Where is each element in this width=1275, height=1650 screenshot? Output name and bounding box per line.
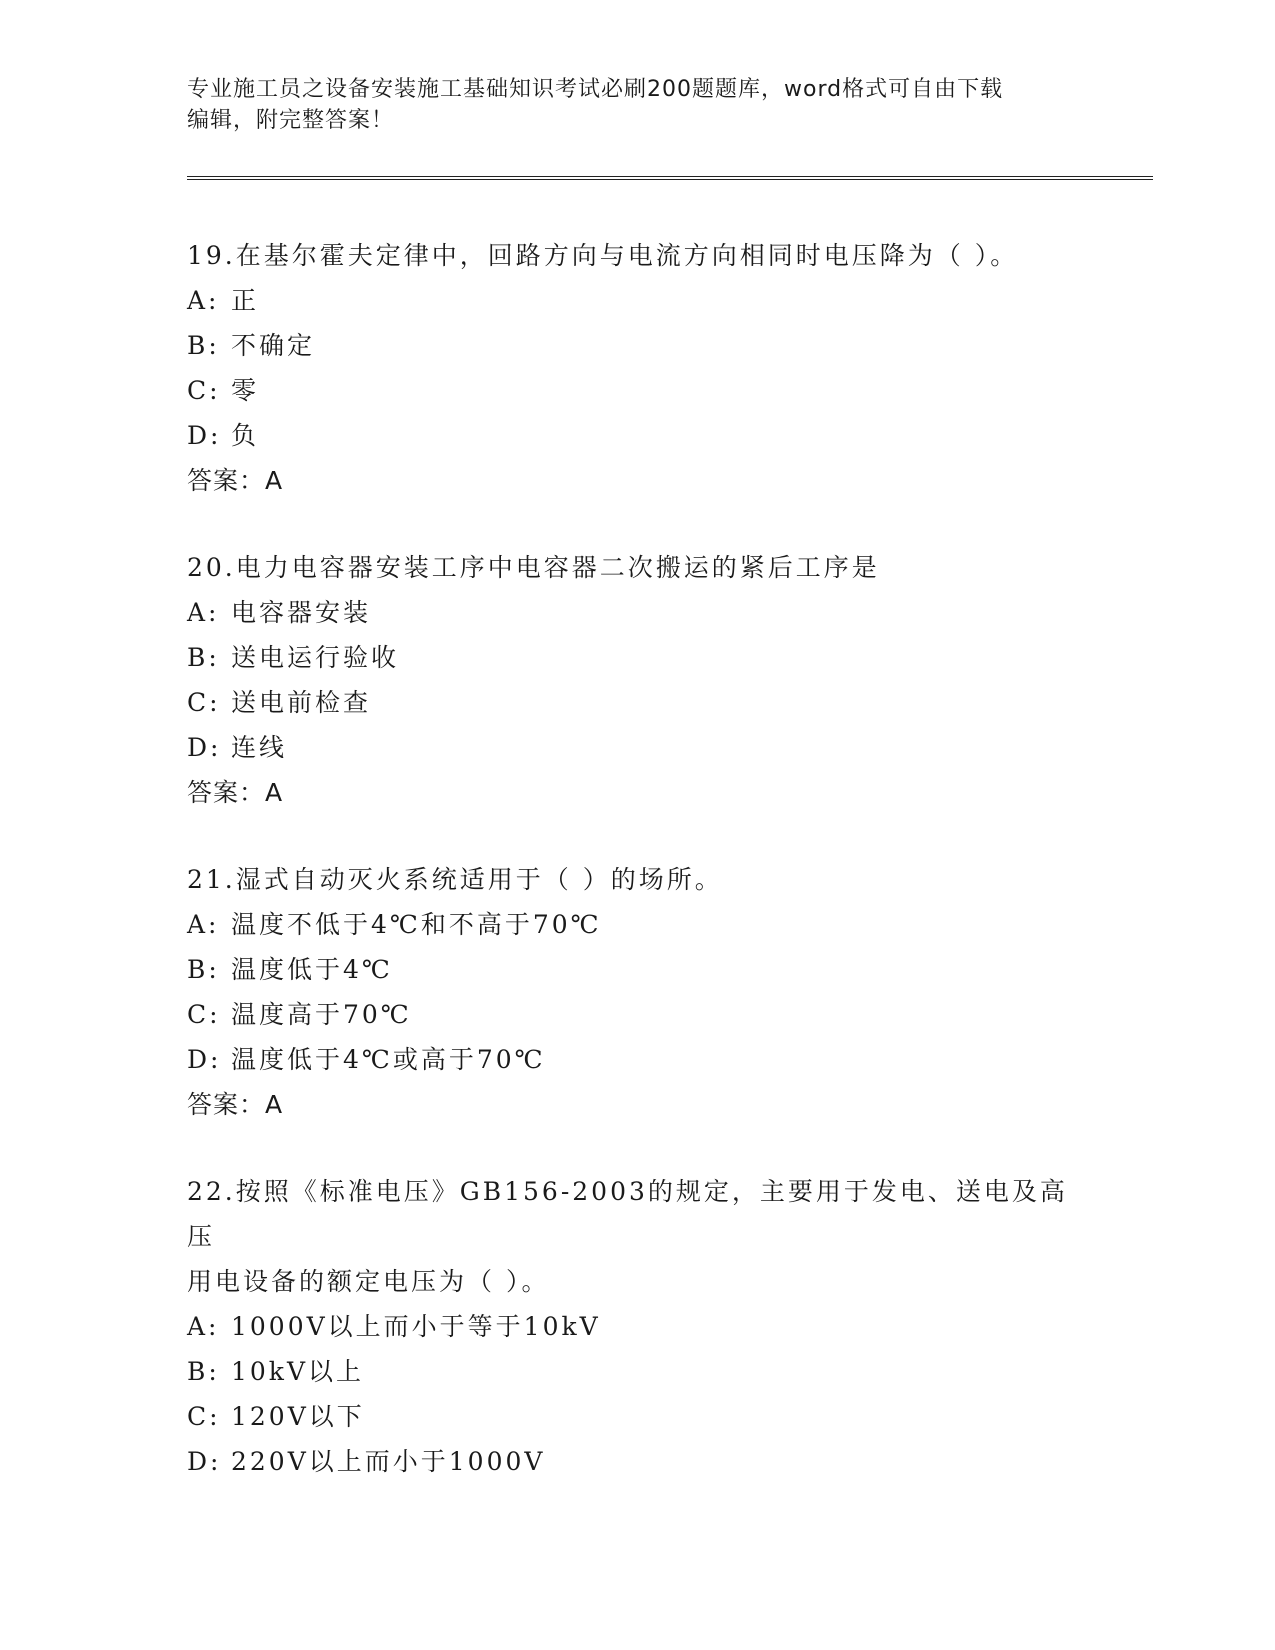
option-b — [187, 635, 1087, 680]
question-19 — [187, 233, 1087, 503]
option-a — [187, 590, 1087, 635]
header-line-2: 编辑，附完整答案！ — [187, 108, 395, 133]
option-text: 电容器安装 — [231, 598, 372, 627]
question-22 — [187, 1169, 1087, 1484]
option-text: 120V以下 — [231, 1402, 365, 1431]
option-letter: A: — [187, 1312, 220, 1341]
option-a — [187, 902, 1087, 947]
option-a — [187, 278, 1087, 323]
option-letter: B: — [187, 643, 220, 672]
option-letter: C: — [187, 688, 221, 717]
option-letter: C: — [187, 376, 221, 405]
option-text: 连线 — [231, 733, 288, 762]
option-text: 温度低于4℃ — [231, 955, 393, 984]
question-list — [187, 233, 1087, 1526]
option-b — [187, 947, 1087, 992]
option-d — [187, 725, 1087, 770]
header-line-1: 专业施工员之设备安装施工基础知识考试必刷200题题库，word格式可自由下载 — [187, 77, 1004, 102]
option-text: 负 — [231, 421, 260, 450]
question-21 — [187, 857, 1087, 1127]
document-header — [187, 74, 1087, 136]
option-letter: C: — [187, 1000, 221, 1029]
option-letter: D: — [187, 733, 222, 762]
answer-line: 答案：A — [187, 466, 284, 495]
option-d — [187, 1439, 1087, 1484]
question-stem: 21.湿式自动灭火系统适用于（ ）的场所。 — [187, 865, 723, 894]
option-text: 温度高于70℃ — [231, 1000, 412, 1029]
option-text: 零 — [231, 376, 260, 405]
option-letter: A: — [187, 598, 220, 627]
option-b — [187, 323, 1087, 368]
option-letter: A: — [187, 286, 220, 315]
option-c — [187, 1394, 1087, 1439]
option-text: 正 — [231, 286, 260, 315]
question-20 — [187, 545, 1087, 815]
option-text: 不确定 — [231, 331, 316, 360]
option-text: 1000V以上而小于等于10kV — [231, 1312, 601, 1341]
question-stem-continued: 用电设备的额定电压为（ ）。 — [187, 1267, 550, 1296]
option-text: 送电运行验收 — [231, 643, 400, 672]
option-letter: B: — [187, 1357, 220, 1386]
question-stem: 22.按照《标准电压》GB156-2003的规定，主要用于发电、送电及高压 — [187, 1177, 1068, 1251]
option-c — [187, 992, 1087, 1037]
header-divider — [187, 176, 1153, 180]
option-letter: B: — [187, 331, 220, 360]
option-text: 温度低于4℃或高于70℃ — [231, 1045, 546, 1074]
option-text: 10kV以上 — [231, 1357, 365, 1386]
option-letter: D: — [187, 1447, 222, 1476]
answer-line: 答案：A — [187, 1090, 284, 1119]
option-letter: D: — [187, 1045, 222, 1074]
option-text: 温度不低于4℃和不高于70℃ — [231, 910, 602, 939]
option-d — [187, 413, 1087, 458]
question-stem: 19.在基尔霍夫定律中，回路方向与电流方向相同时电压降为（ ）。 — [187, 241, 1019, 270]
option-a — [187, 1304, 1087, 1349]
option-text: 220V以上而小于1000V — [231, 1447, 546, 1476]
option-b — [187, 1349, 1087, 1394]
option-letter: D: — [187, 421, 222, 450]
answer-line: 答案：A — [187, 778, 284, 807]
option-text: 送电前检查 — [231, 688, 372, 717]
option-letter: A: — [187, 910, 220, 939]
option-c — [187, 368, 1087, 413]
option-d — [187, 1037, 1087, 1082]
option-letter: B: — [187, 955, 220, 984]
question-stem: 20.电力电容器安装工序中电容器二次搬运的紧后工序是 — [187, 553, 880, 582]
option-letter: C: — [187, 1402, 221, 1431]
option-c — [187, 680, 1087, 725]
